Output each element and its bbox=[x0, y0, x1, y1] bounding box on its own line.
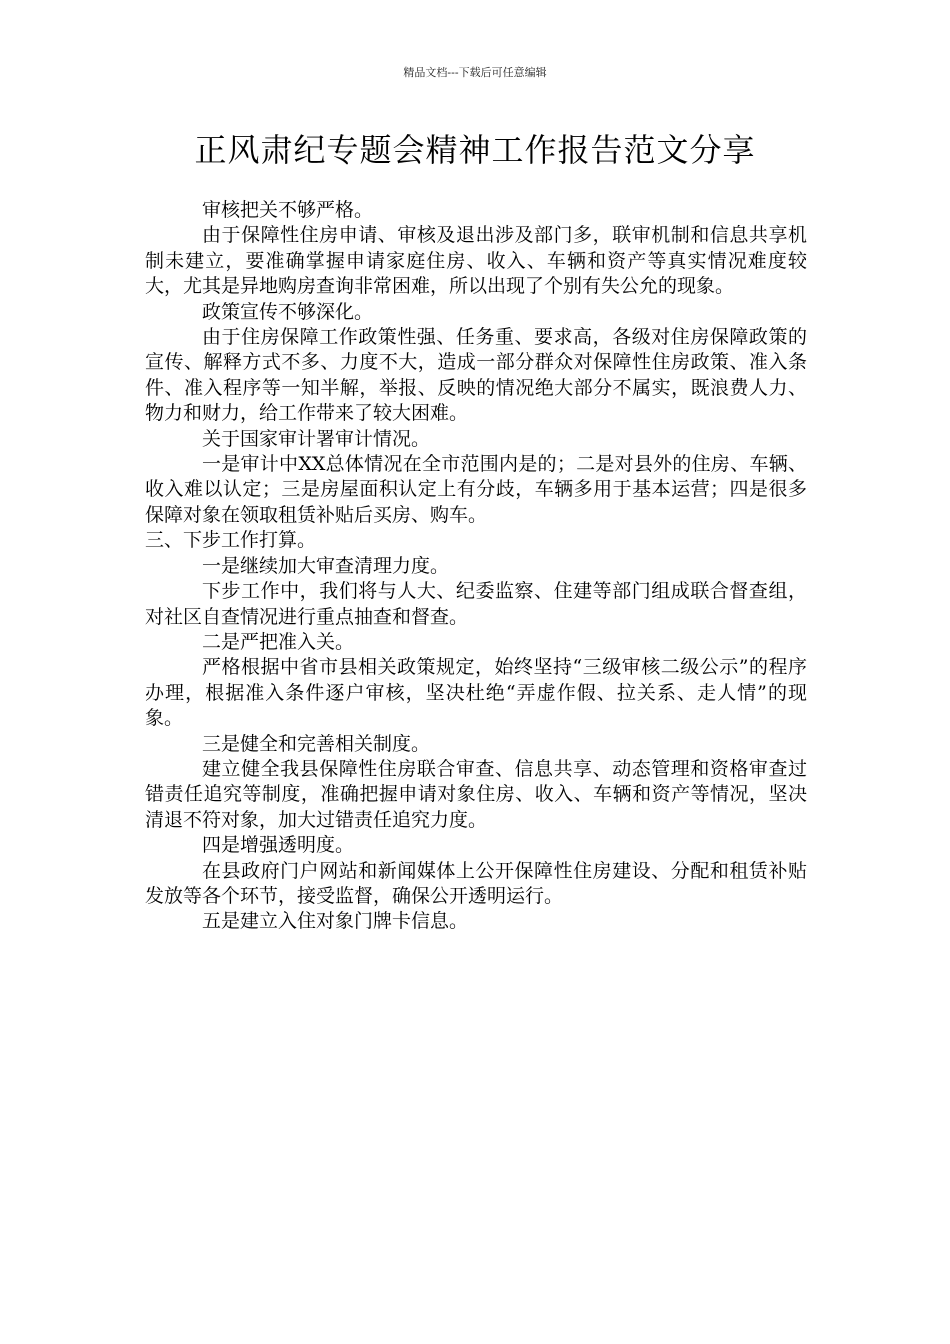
paragraph: 关于国家审计署审计情况。 bbox=[202, 427, 431, 450]
document-title: 正风肃纪专题会精神工作报告范文分享 bbox=[194, 131, 756, 169]
paragraph: 严格根据中省市县相关政策规定，始终坚持“三级审核二级公示”的程序办理，根据准入条件逐户审核，坚决杜绝“弄虚作假、拉关系、走人情”的现象。 bbox=[145, 656, 807, 730]
paragraph: 政策宣传不够深化。 bbox=[202, 300, 374, 323]
paragraph: 三是健全和完善相关制度。 bbox=[202, 732, 431, 755]
paragraph: 在县政府门户网站和新闻媒体上公开保障性住房建设、分配和租赁补贴发放等各个环节，接受监督，确保公开透明运行。 bbox=[145, 859, 807, 907]
paragraph: 下步工作中，我们将与人大、纪委监察、住建等部门组成联合督查组，对社区自查情况进行重点抽查和督查。 bbox=[145, 580, 807, 628]
paragraph: 四是增强透明度。 bbox=[202, 834, 355, 857]
paragraph: 五是建立入住对象门牌卡信息。 bbox=[202, 910, 469, 933]
section-heading: 三、下步工作打算。 bbox=[145, 529, 317, 552]
paragraph: 审核把关不够严格。 bbox=[202, 199, 374, 221]
paragraph: 建立健全我县保障性住房联合审查、信息共享、动态管理和资格审查过错责任追究等制度，准确把握申请对象住房、收入、车辆和资产等情况，坚决清退不符对象，加大过错责任追究力度。 bbox=[145, 757, 807, 831]
document-body bbox=[145, 198, 807, 935]
paragraph: 一是继续加大审查清理力度。 bbox=[202, 554, 450, 577]
paragraph: 由于保障性住房申请、审核及退出涉及部门多，联审机制和信息共享机制未建立，要准确掌握申请家庭住房、收入、车辆和资产等真实情况难度较大，尤其是异地购房查询非常困难，所以出现了个别有失公允的现象。 bbox=[145, 224, 807, 298]
paragraph: 二是严把准入关。 bbox=[202, 630, 355, 653]
page-header: 精品文档---下载后可任意编辑 bbox=[403, 66, 547, 79]
paragraph: 一是审计中XX总体情况在全市范围内是的；二是对县外的住房、车辆、收入难以认定；三是房屋面积认定上有分歧，车辆多用于基本运营；四是很多保障对象在领取租赁补贴后买房、购车。 bbox=[145, 453, 807, 526]
paragraph: 由于住房保障工作政策性强、任务重、要求高，各级对住房保障政策的宣传、解释方式不多、力度不大，造成一部分群众对保障性住房政策、准入条件、准入程序等一知半解，举报、反映的情况绝大部分不属实，既浪费人力、物力和财力，给工作带来了较大困难。 bbox=[145, 326, 807, 425]
